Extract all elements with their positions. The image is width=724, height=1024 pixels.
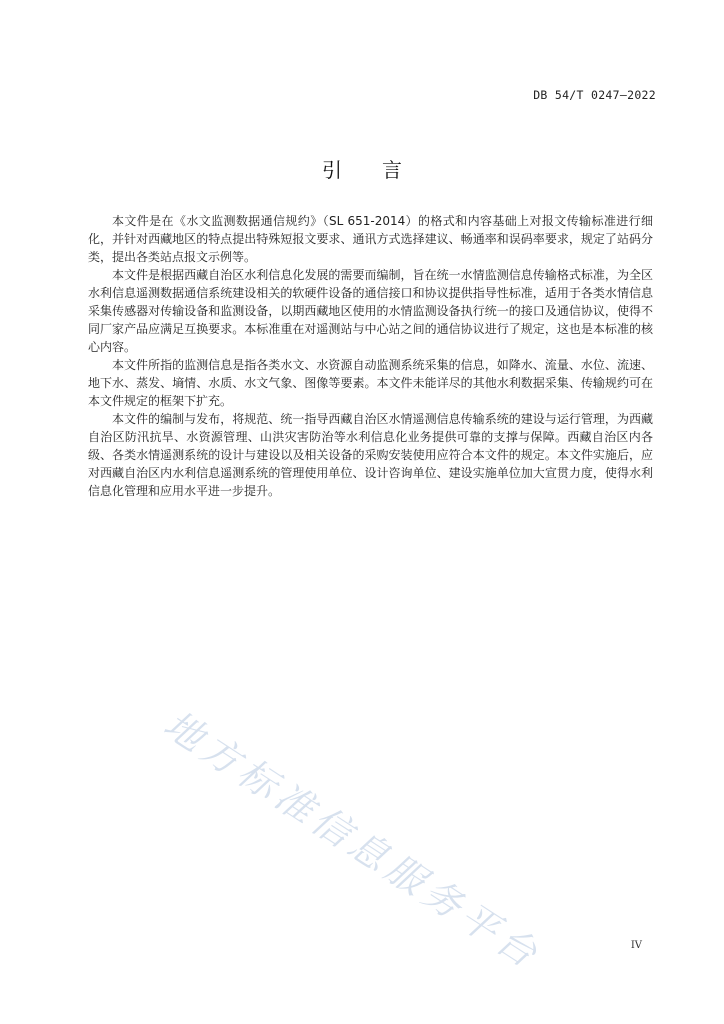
- watermark: 地方标准信息服务平台: [156, 701, 550, 979]
- paragraph: 本文件是根据西藏自治区水利信息化发展的需要而编制，旨在统一水情监测信息传输格式标准，为全区水利信息遥测数据通信系统建设相关的软硬件设备的通信接口和协议提供指导性标准，适用于各类水情信息采集传感器对传输设备和监测设备，以期西藏地区使用的水情监测设备执行统一的接口及通信协议，使得不同厂家产品应满足互换要求。本标准重在对遥测站与中心站之间的通信协议进行了规定，这也是本标准的核心内容。: [88, 268, 653, 354]
- page-number: IV: [630, 940, 642, 951]
- section-title: 引言: [322, 158, 442, 182]
- paragraph: 本文件是在《水文监测数据通信规约》（SL 651-2014）的格式和内容基础上对报文传输标准进行细化，并针对西藏地区的特点提出特殊短报文要求、通讯方式选择建议、畅通率和误码率要求，规定了站码分类，提出各类站点报文示例等。: [88, 214, 653, 264]
- standard-number: DB 54/T 0247—2022: [533, 88, 656, 102]
- paragraph: 本文件所指的监测信息是指各类水文、水资源自动监测系统采集的信息，如降水、流量、水位、流速、地下水、蒸发、墒情、水质、水文气象、图像等要素。本文件未能详尽的其他水利数据采集、传输规约可在本文件规定的框架下扩充。: [88, 358, 653, 408]
- body-text: [88, 212, 653, 500]
- paragraph: 本文件的编制与发布，将规范、统一指导西藏自治区水情遥测信息传输系统的建设与运行管理，为西藏自治区防汛抗旱、水资源管理、山洪灾害防治等水利信息化业务提供可靠的支撑与保障。西藏自治区内各级、各类水情遥测系统的设计与建设以及相关设备的采购安装使用应符合本文件的规定。本文件实施后，应对西藏自治区内水利信息遥测系统的管理使用单位、设计咨询单位、建设实施单位加大宣贯力度，使得水利信息化管理和应用水平进一步提升。: [88, 412, 653, 498]
